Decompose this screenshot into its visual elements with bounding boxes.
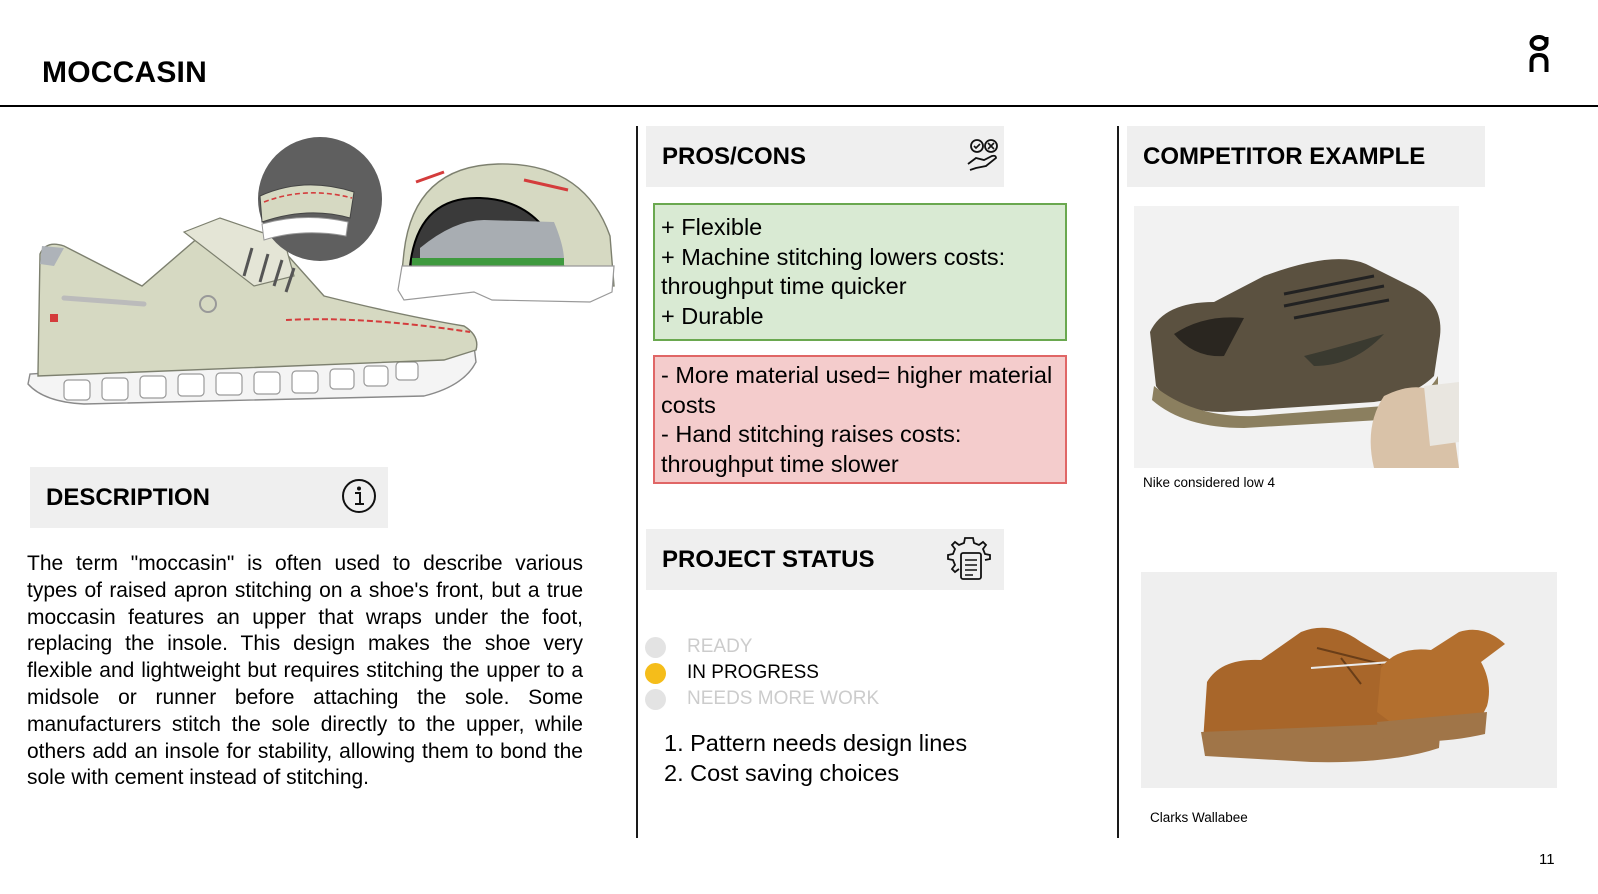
cons-box [653, 355, 1067, 484]
competitor-caption: Nike considered low 4 [1143, 475, 1276, 490]
status-dot [645, 689, 666, 710]
nike-shoe-photo [1134, 206, 1459, 468]
todo-list [664, 729, 967, 788]
info-icon [340, 477, 378, 515]
status-dot [645, 637, 666, 658]
competitor-heading: COMPETITOR EXAMPLE [1143, 142, 1426, 170]
con-item: - Hand stitching raises costs: throughput time slower [661, 421, 962, 477]
status-label: READY [687, 636, 753, 657]
header-divider [0, 105, 1598, 107]
status-label: NEEDS MORE WORK [687, 688, 880, 709]
project-status-heading: PROJECT STATUS [662, 545, 875, 573]
competitor-caption: Clarks Wallabee [1150, 810, 1248, 825]
column-divider-2 [1117, 126, 1119, 838]
clarks-shoe-photo [1141, 572, 1557, 788]
pros-cons-label [646, 126, 1004, 187]
competitor-label [1127, 126, 1485, 187]
pros-cons-heading: PROS/CONS [662, 142, 807, 170]
status-dot [645, 663, 666, 684]
con-item: - More material used= higher material costs [661, 362, 1053, 418]
todo-item: 1. Pattern needs design lines [664, 730, 968, 756]
on-logo-icon [1527, 32, 1553, 76]
status-needs-more-work [645, 686, 879, 712]
pro-item: + Machine stitching lowers costs: throughput time quicker [661, 243, 1006, 299]
todo-item: 2. Cost saving choices [664, 759, 900, 786]
pros-box [653, 203, 1067, 341]
column-divider-1 [636, 126, 638, 838]
pro-item: + Durable [661, 302, 764, 329]
gear-document-icon [946, 535, 992, 583]
page-number: 11 [1539, 851, 1555, 868]
description-heading: DESCRIPTION [46, 483, 211, 511]
hand-pros-cons-icon [966, 138, 1002, 174]
status-label: IN PROGRESS [687, 662, 819, 683]
project-status-label [646, 529, 1004, 590]
shoe-illustration [24, 136, 624, 426]
description-text: The term "moccasin" is often used to describe various types of raised apron stitching on a shoe's front, but a true moccasin features an upper that wraps under the foot, replacing the insole. This design makes the shoe very flexible and lightweight but requires stitching the upper to a midsole or runner before attaching the sole. Some manufacturers stitch the sole directly to the upper, while others add an insole for stability, allowing them to bond the sole with cement instead of stitching. [27, 552, 583, 790]
page-title: MOCCASIN [42, 56, 207, 89]
status-list [645, 634, 879, 712]
description-label [30, 467, 388, 528]
status-in-progress [645, 660, 879, 686]
pro-item: + Flexible [661, 214, 763, 240]
status-ready [645, 634, 879, 660]
